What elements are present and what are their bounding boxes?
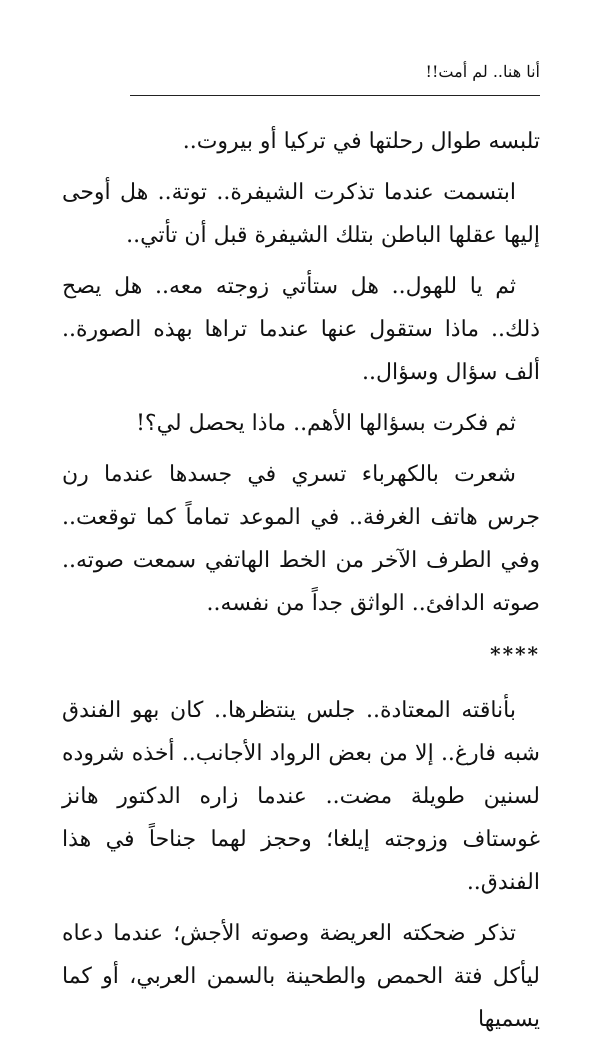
paragraph: تلبسه طوال رحلتها في تركيا أو بيروت.. [182,129,540,154]
paragraph: بأناقته المعتادة.. جلس ينتظرها.. كان بهو الفندق شبه فارغ.. إلا من بعض الرواد الأجانب.. أخذه شروده لسنين طويلة مضت.. عندما زاره الدكتور هانز غوستاف وزوجته إيلغا؛ وحجز لهما جناحاً في هذا الفندق.. [62,698,540,895]
paragraph: ثم فكرت بسؤالها الأهم.. ماذا يحصل لي؟! [136,411,516,436]
header-rule [130,95,540,96]
section-separator: **** [490,642,540,666]
paragraph: تذكر ضحكته العريضة وصوته الأجش؛ عندما دعاه ليأكل فتة الحمص والطحينة بالسمن العربي، أو كما يسميها [62,921,540,1032]
paragraph: ابتسمت عندما تذكرت الشيفرة.. توتة.. هل أوحى إليها عقلها الباطن بتلك الشيفرة قبل أن تأتي.. [62,180,540,248]
body-text [62,120,540,1049]
paragraph: ثم يا للهول.. هل ستأتي زوجته معه.. هل يصح ذلك.. ماذا ستقول عنها عندما تراها بهذه الصورة.. ألف سؤال وسؤال.. [62,274,540,385]
running-header: أنا هنا.. لم أمت!! [425,62,540,81]
paragraph: شعرت بالكهرباء تسري في جسدها عندما رن جرس هاتف الغرفة.. في الموعد تماماً كما توقعت.. وفي الطرف الآخر من الخط الهاتفي سمعت صوته.. صوته الدافئ.. الواثق جداً من نفسه.. [62,462,540,616]
